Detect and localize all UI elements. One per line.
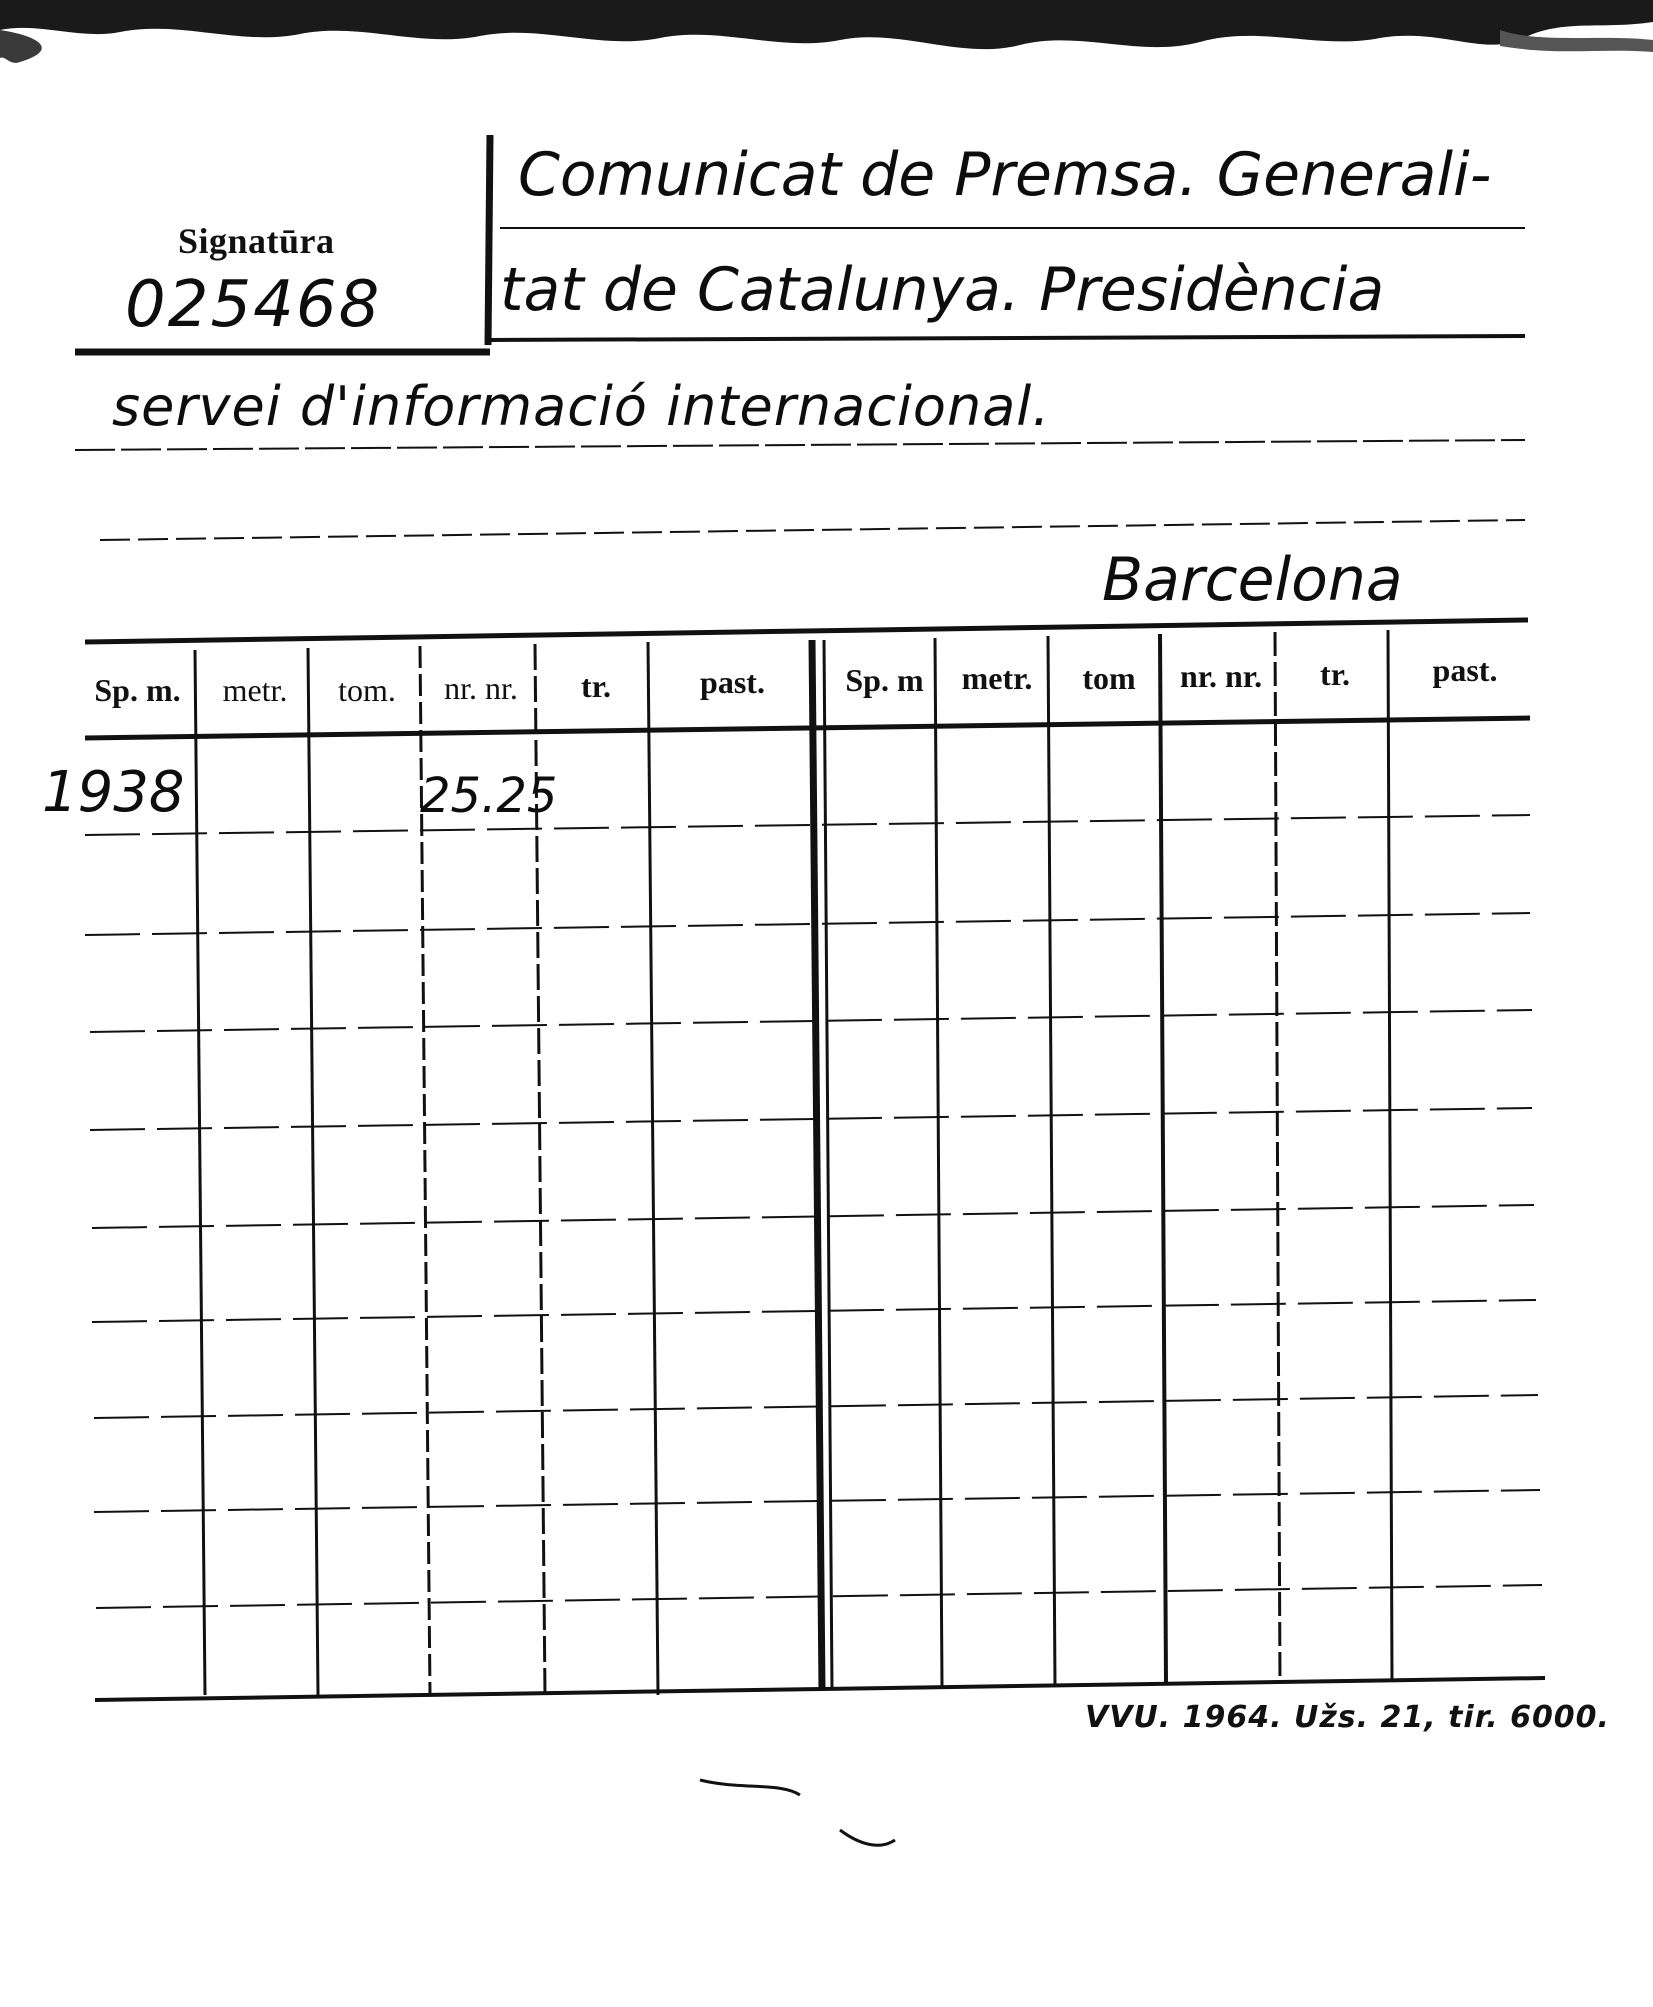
header-nr-nr-right: nr. nr. — [1179, 658, 1263, 694]
row-1-nr-nr-value: 25.25 — [420, 768, 558, 824]
header-sp-m-right: Sp. m — [845, 662, 924, 698]
header-sp-m-left: Sp. m. — [94, 672, 181, 708]
title-line-2: tat de Catalunya. Presidència — [500, 255, 1385, 325]
header-past-right: past. — [1432, 652, 1498, 688]
signatura-number: 025468 — [125, 268, 382, 342]
header-metr-left: metr. — [222, 672, 288, 708]
print-note: VVU. 1964. Užs. 21, tir. 6000. — [1085, 1700, 1610, 1735]
title-line-3: servei d'informació internacional. — [112, 375, 1051, 438]
signatura-label: Signatūra — [178, 221, 335, 261]
header-metr-right: metr. — [961, 660, 1033, 696]
header-past-left: past. — [700, 664, 765, 700]
header-tom-left: tom. — [338, 672, 396, 708]
header-tom-right: tom — [1082, 660, 1136, 696]
header-tr-left: tr. — [581, 668, 611, 704]
title-line-1: Comunicat de Premsa. Generali- — [518, 140, 1492, 210]
place-of-publication: Barcelona — [1102, 545, 1403, 615]
header-nr-nr-left: nr. nr. — [444, 670, 518, 706]
row-1-sp-m-value: 1938 — [42, 760, 185, 825]
header-tr-right: tr. — [1320, 656, 1350, 692]
